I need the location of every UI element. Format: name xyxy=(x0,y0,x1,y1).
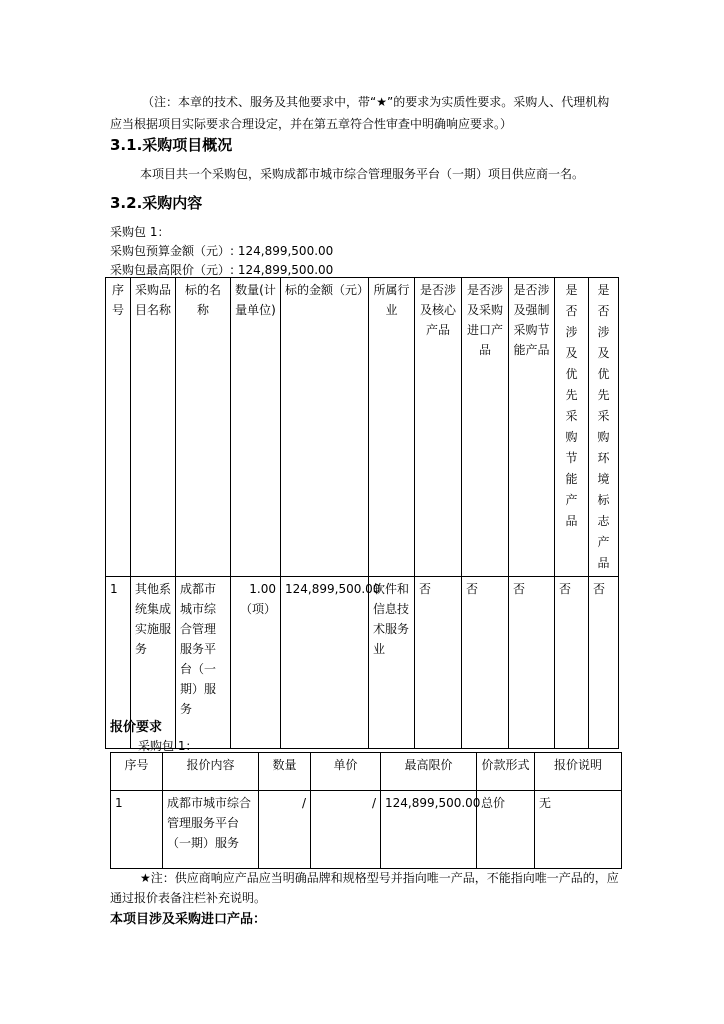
header-qty: 数量(计量单位) xyxy=(231,278,281,577)
table-row xyxy=(106,577,619,749)
section-3-2-heading: 3.2.采购内容 xyxy=(110,194,203,212)
package-budget: 采购包预算金额（元）: 124,899,500.00 xyxy=(110,244,334,258)
quote-heading: 报价要求 xyxy=(110,720,163,735)
row-amount: 124,899,500.00 xyxy=(281,577,369,749)
quote-row-max-price: 124,899,500.00 xyxy=(381,791,477,869)
header-target: 标的名称 xyxy=(176,278,231,577)
quote-header-unit-price: 单价 xyxy=(311,753,381,791)
row-priority-energy: 否 xyxy=(555,577,589,749)
row-core: 否 xyxy=(415,577,462,749)
package-max-price: 采购包最高限价（元）: 124,899,500.00 xyxy=(110,263,334,277)
quote-header-content: 报价内容 xyxy=(163,753,259,791)
quote-table xyxy=(110,752,622,869)
row-qty-unit: （项） xyxy=(239,602,276,616)
package-label: 采购包 1： xyxy=(110,225,170,239)
header-mandatory: 是否涉及强制采购节能产品 xyxy=(509,278,555,577)
header-amount: 标的金额（元） xyxy=(281,278,369,577)
quote-row xyxy=(111,791,622,869)
row-priority-env: 否 xyxy=(589,577,619,749)
quote-row-desc: 无 xyxy=(535,791,622,869)
quote-note: ★注：供应商响应产品应当明确品牌和规格型号并指向唯一产品，不能指向唯一产品的，应通过报价表备注栏补充说明。 xyxy=(110,871,619,905)
procurement-content-table xyxy=(105,277,619,749)
header-item: 采购品目名称 xyxy=(131,278,176,577)
header-import: 是否涉及采购进口产品 xyxy=(462,278,509,577)
header-no: 序号 xyxy=(106,278,131,577)
import-heading: 本项目涉及采购进口产品： xyxy=(110,912,267,927)
quote-header-max-price: 最高限价 xyxy=(381,753,477,791)
section-3-1-heading: 3.1.采购项目概况 xyxy=(110,136,233,154)
row-qty xyxy=(231,577,281,749)
row-target: 成都市城市综合管理服务平台（一期）服务 xyxy=(176,577,231,749)
quote-row-content: 成都市城市综合管理服务平台（一期）服务 xyxy=(163,791,259,869)
quote-row-no: 1 xyxy=(111,791,163,869)
row-mandatory: 否 xyxy=(509,577,555,749)
row-item: 其他系统集成实施服务 xyxy=(131,577,176,749)
quote-header-no: 序号 xyxy=(111,753,163,791)
quote-row-qty: / xyxy=(259,791,311,869)
header-priority-energy: 是 否 涉 及 优 先 采 购 节 能 产 品 xyxy=(555,278,589,577)
quote-header-qty: 数量 xyxy=(259,753,311,791)
quote-package-label: 采购包 1： xyxy=(138,739,198,753)
header-industry: 所属行业 xyxy=(369,278,415,577)
quote-header-row xyxy=(111,753,622,791)
quote-row-pay-form: 总价 xyxy=(477,791,535,869)
quote-header-pay-form: 价款形式 xyxy=(477,753,535,791)
header-core: 是否涉及核心产品 xyxy=(415,278,462,577)
row-import: 否 xyxy=(462,577,509,749)
row-industry: 软件和信息技术服务业 xyxy=(369,577,415,749)
table-header-row xyxy=(106,278,619,577)
header-priority-env: 是 否 涉 及 优 先 采 购 环 境 标 志 产 品 xyxy=(589,278,619,577)
quote-row-unit-price: / xyxy=(311,791,381,869)
section-3-1-text: 本项目共一个采购包，采购成都市城市综合管理服务平台（一期）项目供应商一名。 xyxy=(140,167,585,181)
quote-header-desc: 报价说明 xyxy=(535,753,622,791)
row-qty-value: 1.00 xyxy=(249,582,276,596)
row-no: 1 xyxy=(106,577,131,749)
chapter-note: （注：本章的技术、服务及其他要求中，带“★”的要求为实质性要求。采购人、代理机构应当根据项目实际要求合理设定，并在第五章符合性审查中明确响应要求。） xyxy=(110,95,610,131)
